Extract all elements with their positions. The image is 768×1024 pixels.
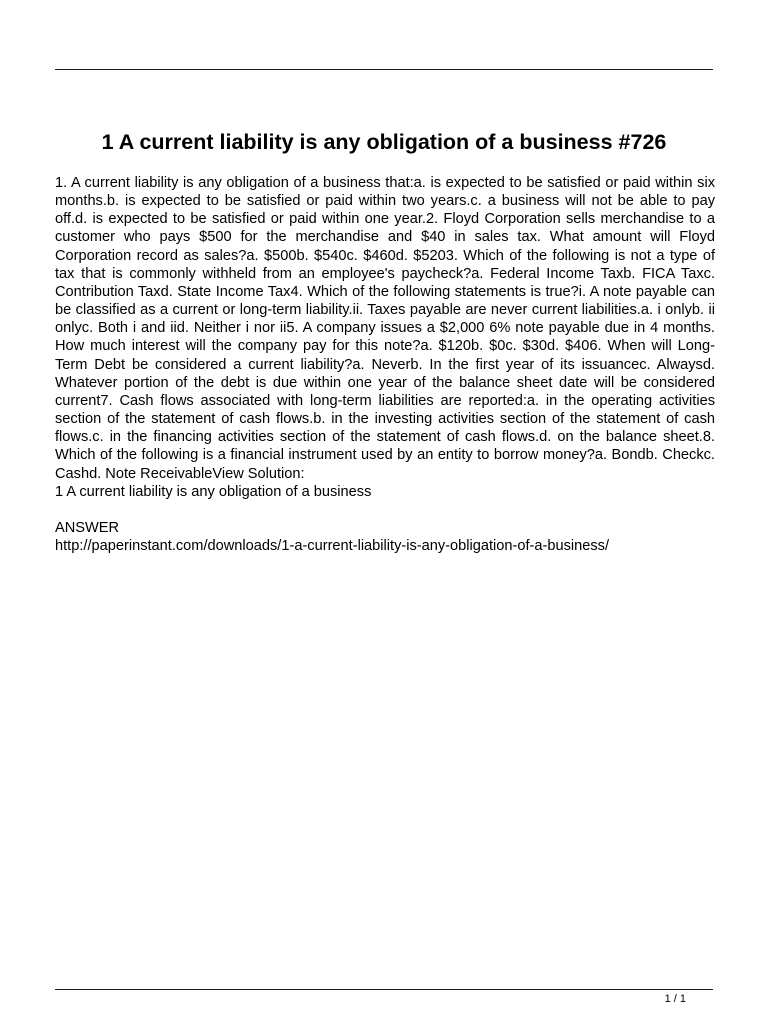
document-content — [55, 174, 715, 555]
footer-rule — [55, 989, 713, 990]
page-indicator: 1 / 1 — [664, 993, 686, 1005]
document-title: 1 A current liability is any obligation of a business #726 — [101, 130, 667, 154]
header-rule — [55, 69, 713, 70]
answer-url[interactable]: http://paperinstant.com/downloads/1-a-current-liability-is-any-obligation-of-a-business/ — [55, 537, 610, 554]
question-text: 1. A current liability is any obligation of a business that:a. is expected to be satisfied or paid within six months.b. is expected to be satisfied or paid within two years.c. a business will not be able to pay off.d. is expected to be satisfied or paid within one year.2. Floyd Corporation sells merchandise to a customer who pays $500 for the merchandise and $40 in sales tax. What amount will Floyd Corporation record as sales?a. $500b. $540c. $460d. $5203. Which of the following is not a type of tax that is commonly withheld from an employee's paycheck?a. Federal Income Taxb. FICA Taxc. Contribution Taxd. State Income Tax4. Which of the following statements is true?i. A note payable can be classified as a current or long-term liability.ii. Taxes payable are never current liabilities.a. i onlyb. ii onlyc. Both i and iid. Neither i nor ii5. A company issues a $2,000 6% note payable due in 4 months. How much interest will the company pay for this note?a. $120b. $0c. $30d. $406. When will Long-Term Debt be considered a current liability?a. Neverb. In the first year of its issuancec. Alwaysd. Whatever portion of the debt is due within one year of the balance sheet date will be considered current7. Cash flows associated with long-term liabilities are reported:a. in the operating activities section of the statement of cash flows.b. in the investing activities section of the statement of cash flows.c. in the financing activities section of the statement of cash flows.d. on the balance sheet.8. Which of the following is a financial instrument used by an entity to borrow money?a. Bondb. Checkc. Cashd. Note ReceivableView Solution: — [55, 175, 715, 482]
subtitle-line: 1 A current liability is any obligation of a business — [55, 483, 372, 500]
blank-line — [55, 501, 715, 519]
answer-label: ANSWER — [55, 519, 120, 536]
